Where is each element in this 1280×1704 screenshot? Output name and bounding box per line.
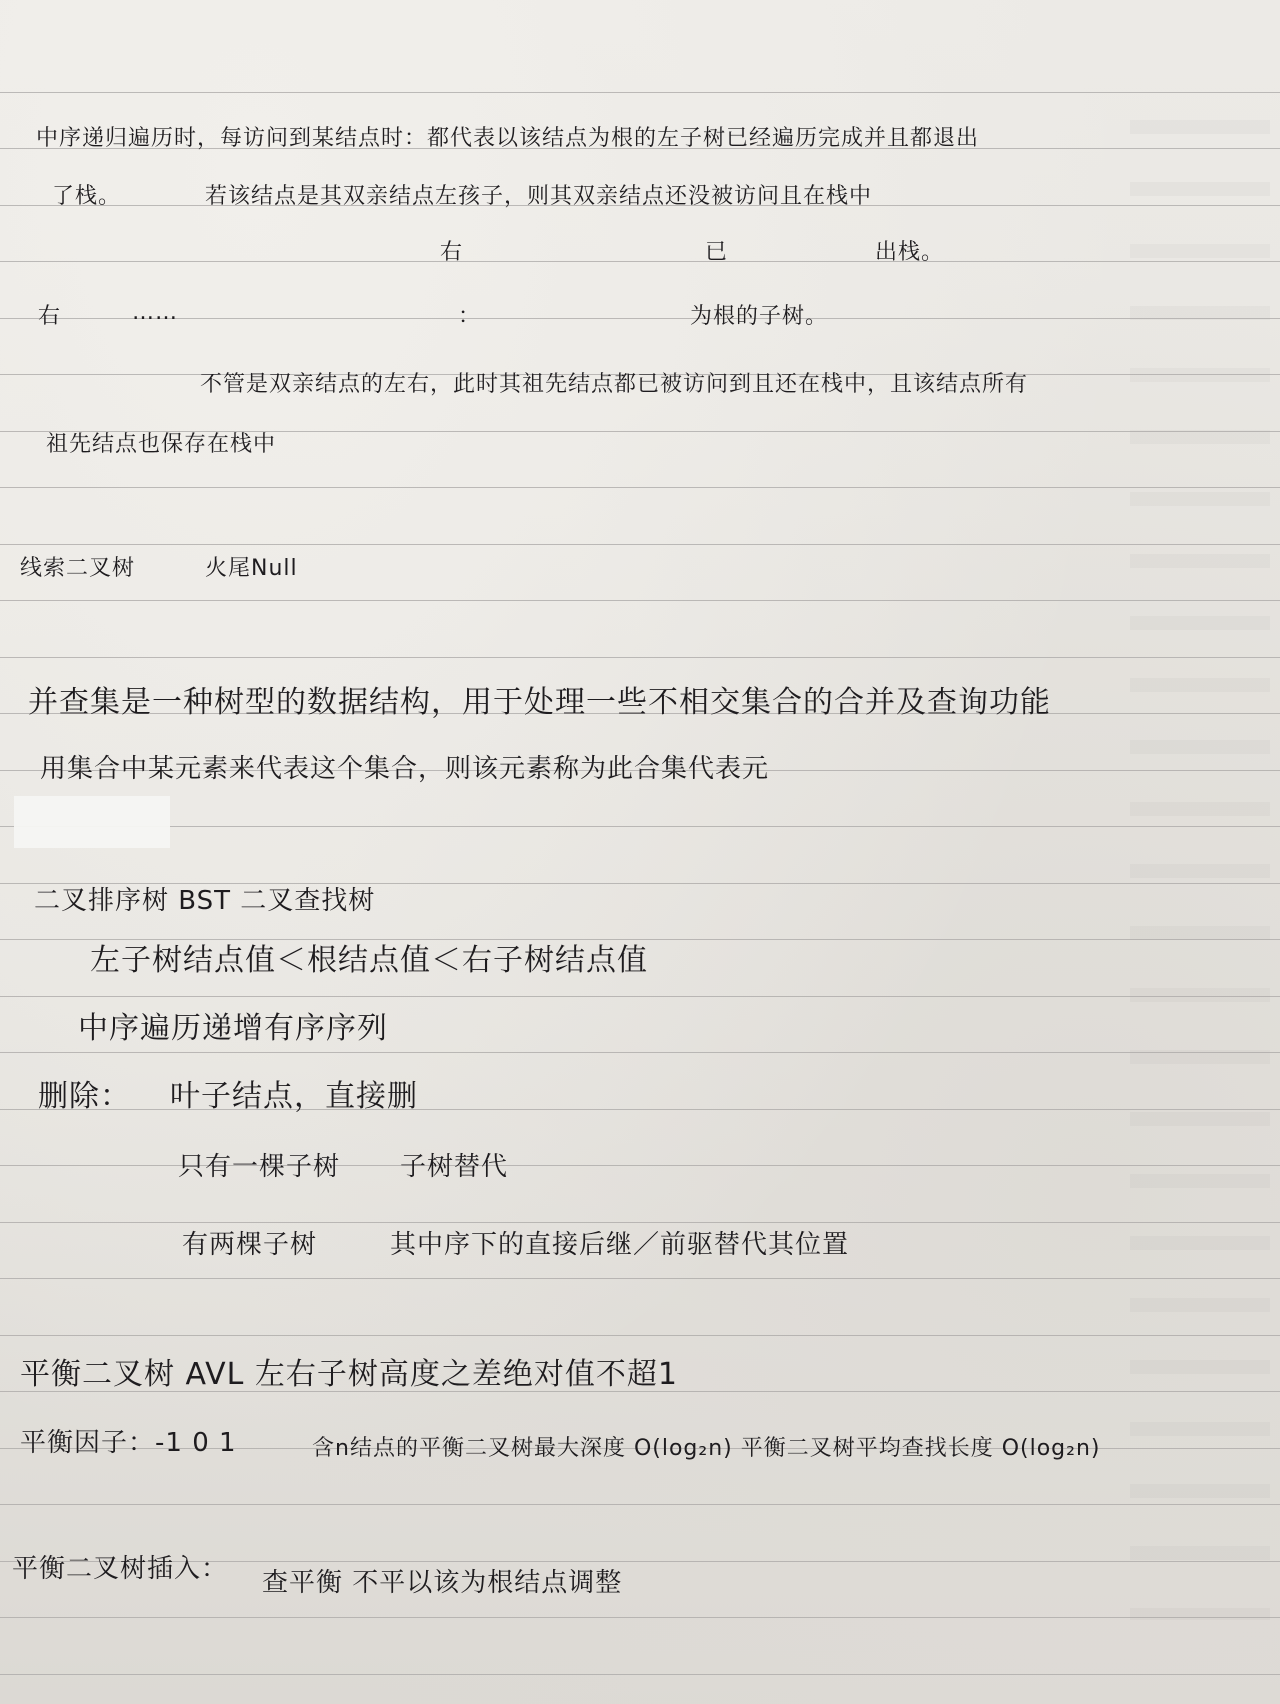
bst-delete-leaf: 叶子结点，直接删: [170, 1079, 418, 1114]
ruled-line: [0, 261, 1280, 262]
ruled-line: [0, 1052, 1280, 1053]
ruled-line: [0, 487, 1280, 488]
bst-one-subtree: 只有一棵子树: [178, 1152, 341, 1182]
ruled-line: [0, 92, 1280, 93]
ruled-line: [0, 996, 1280, 997]
inorder-right-note: 右: [440, 240, 464, 265]
bleed-through-text: [1130, 120, 1270, 1620]
bst-one-subtree-action: 子树替代: [400, 1152, 509, 1182]
avl-depth: 含n结点的平衡二叉树最大深度 O(log₂n) 平衡二叉树平均查找长度 O(log₂n): [312, 1436, 1101, 1461]
ruled-line: [0, 939, 1280, 940]
inorder-ellipsis: ……: [132, 300, 178, 325]
inorder-line-6: 祖先结点也保存在栈中: [46, 432, 277, 457]
bst-two-subtrees-action: 其中序下的直接后继／前驱替代其位置: [390, 1230, 850, 1260]
ruled-line: [0, 657, 1280, 658]
bst-inorder: 中序遍历递增有序序列: [78, 1011, 388, 1046]
inorder-pop-note: 出栈。: [875, 240, 945, 265]
ruled-line: [0, 1504, 1280, 1505]
inorder-subtree-note: 为根的子树。: [690, 304, 829, 329]
inorder-line-2a: 了栈。: [52, 184, 122, 209]
ruled-line: [0, 1617, 1280, 1618]
inorder-line-2b: 若该结点是其双亲结点左孩子，则其双亲结点还没被访问且在栈中: [205, 184, 873, 209]
avl-balance-factor: 平衡因子：-1 0 1: [20, 1428, 237, 1458]
inorder-line-5: 不管是双亲结点的左右，此时其祖先结点都已被访问到且还在栈中，且该结点所有: [200, 372, 1029, 397]
union-find-representative: 用集合中某元素来代表这个集合，则该元素称为此合集代表元: [40, 754, 770, 784]
ruled-line: [0, 318, 1280, 319]
ruled-line: [0, 1222, 1280, 1223]
inorder-right-label: 右: [38, 304, 62, 329]
bst-title: 二叉排序树 BST 二叉查找树: [34, 886, 376, 916]
ruled-line: [0, 826, 1280, 827]
ruled-line: [0, 544, 1280, 545]
bst-delete-label: 删除：: [38, 1079, 131, 1114]
redacted-patch: [14, 796, 170, 848]
ruled-line: [0, 1278, 1280, 1279]
avl-insert-label: 平衡二叉树插入：: [12, 1554, 229, 1584]
union-find-definition: 并查集是一种树型的数据结构，用于处理一些不相交集合的合并及查询功能: [28, 685, 1051, 720]
avl-insert-steps: 查平衡 不平以该为根结点调整: [262, 1568, 623, 1598]
ruled-line: [0, 1674, 1280, 1675]
threaded-tree-title: 线索二叉树: [20, 556, 136, 581]
inorder-already-note: 已: [705, 240, 729, 265]
bst-rule: 左子树结点值＜根结点值＜右子树结点值: [90, 943, 648, 978]
ruled-line: [0, 600, 1280, 601]
avl-definition: 平衡二叉树 AVL 左右子树高度之差绝对值不超1: [20, 1357, 678, 1392]
inorder-colon: ：: [458, 304, 482, 329]
threaded-tree-note: 火尾Null: [205, 556, 298, 581]
inorder-line-1: 中序递归遍历时，每访问到某结点时：都代表以该结点为根的左子树已经遍历完成并且都退出: [36, 126, 980, 151]
bst-two-subtrees: 有两棵子树: [182, 1230, 318, 1260]
ruled-line: [0, 1335, 1280, 1336]
